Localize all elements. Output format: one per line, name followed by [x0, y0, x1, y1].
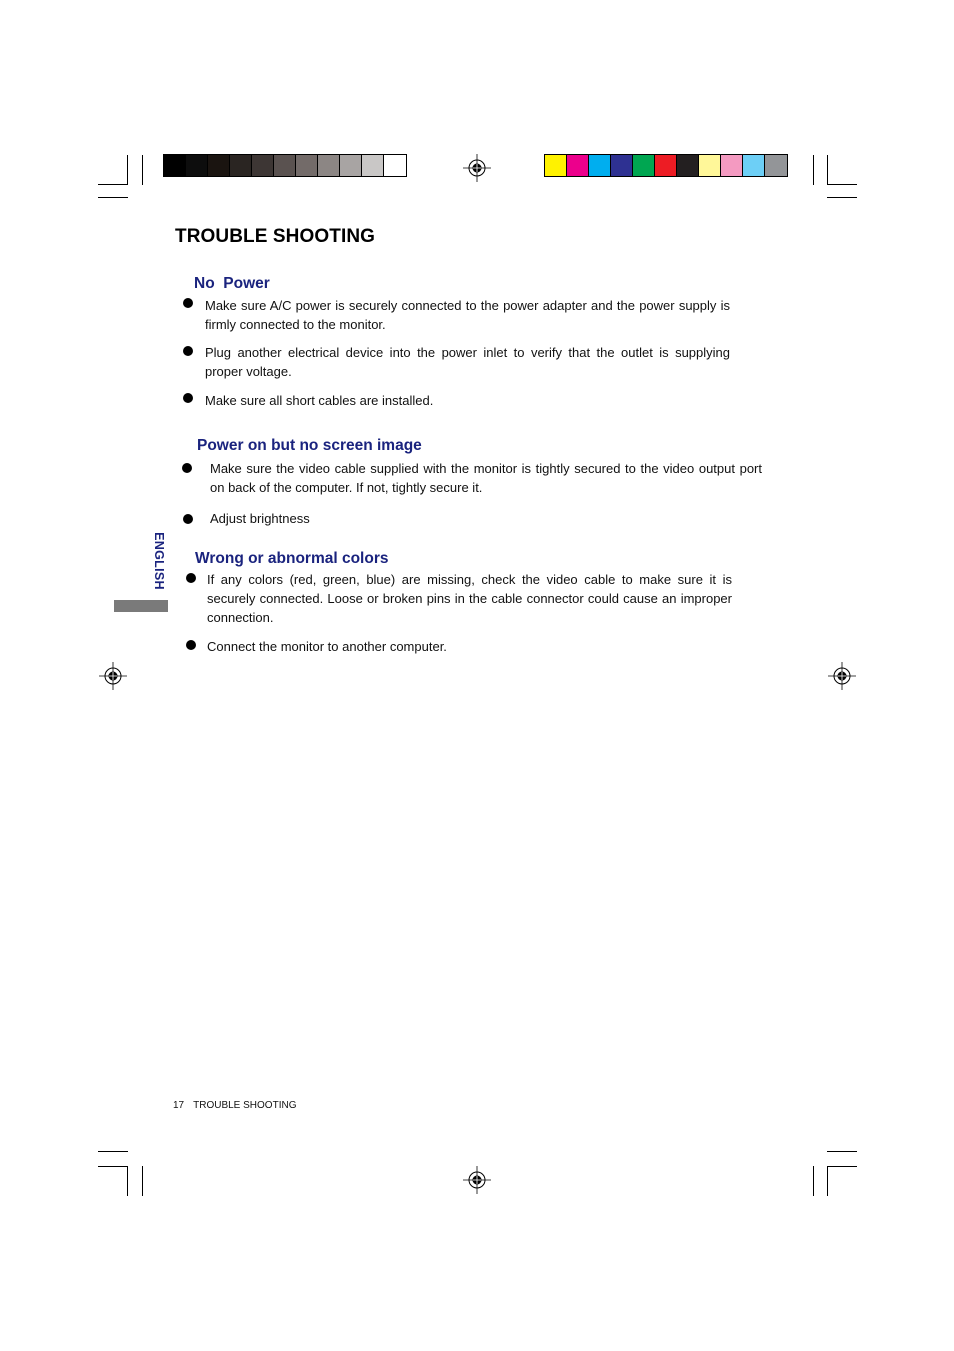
list-item: Connect the monitor to another computer.	[207, 639, 447, 654]
crop-mark	[127, 1166, 128, 1196]
section-heading-no-power: No Power	[194, 275, 270, 292]
language-tab: ENGLISH	[152, 532, 166, 590]
footer-section-title: TROUBLE SHOOTING	[193, 1100, 297, 1111]
color-swatch	[362, 155, 384, 176]
crop-mark	[98, 1151, 128, 1152]
crop-mark	[827, 197, 857, 198]
color-swatch	[318, 155, 340, 176]
color-swatch	[655, 155, 677, 176]
color-swatch	[677, 155, 699, 176]
page-number: 17	[173, 1100, 185, 1111]
bullet-icon	[182, 463, 192, 473]
color-swatch	[721, 155, 743, 176]
crop-mark	[827, 184, 857, 185]
crop-mark	[813, 155, 814, 185]
color-swatch	[208, 155, 230, 176]
color-calibration-bar	[544, 154, 788, 177]
list-item: Make sure the video cable supplied with the monitor is tightly secured to the video output port on back of the computer. If not, tightly secure it.	[210, 461, 762, 495]
bullet-icon	[183, 346, 193, 356]
bullet-icon	[183, 298, 193, 308]
crop-mark	[127, 155, 128, 185]
color-swatch	[567, 155, 589, 176]
color-swatch	[699, 155, 721, 176]
color-swatch	[252, 155, 274, 176]
crop-mark	[142, 155, 143, 185]
section-heading-abnormal-colors: Wrong or abnormal colors	[195, 550, 389, 567]
crop-mark	[827, 155, 828, 185]
list-item: Adjust brightness	[210, 511, 310, 526]
bullet-icon	[183, 393, 193, 403]
registration-mark-icon	[98, 661, 128, 691]
page-title: TROUBLE SHOOTING	[175, 226, 376, 247]
page-footer	[173, 1100, 296, 1111]
color-swatch	[633, 155, 655, 176]
crop-mark	[142, 1166, 143, 1196]
section-heading-no-screen-image: Power on but no screen image	[197, 437, 422, 454]
color-swatch	[765, 155, 787, 176]
color-swatch	[545, 155, 567, 176]
color-swatch	[589, 155, 611, 176]
language-tab-marker	[114, 600, 168, 612]
color-swatch	[384, 155, 406, 176]
crop-mark	[827, 1166, 857, 1167]
color-swatch	[611, 155, 633, 176]
color-swatch	[164, 155, 186, 176]
registration-mark-icon	[462, 153, 492, 183]
bullet-icon	[186, 573, 196, 583]
list-item: If any colors (red, green, blue) are missing, check the video cable to make sure it is securely connected. Loose or broken pins in the cable connector could cause an improper connection.	[207, 572, 732, 625]
bullet-icon	[186, 640, 196, 650]
registration-mark-icon	[462, 1165, 492, 1195]
color-swatch	[230, 155, 252, 176]
list-item: Make sure A/C power is securely connected to the power adapter and the power supply is firmly connected to the monitor.	[205, 298, 730, 332]
bullet-icon	[183, 514, 193, 524]
crop-mark	[98, 184, 128, 185]
color-swatch	[743, 155, 765, 176]
color-swatch	[274, 155, 296, 176]
color-swatch	[186, 155, 208, 176]
registration-mark-icon	[827, 661, 857, 691]
color-swatch	[340, 155, 362, 176]
crop-mark	[827, 1151, 857, 1152]
crop-mark	[98, 1166, 128, 1167]
list-item: Make sure all short cables are installed.	[205, 393, 434, 408]
crop-mark	[827, 1166, 828, 1196]
color-swatch	[296, 155, 318, 176]
crop-mark	[98, 197, 128, 198]
list-item: Plug another electrical device into the power inlet to verify that the outlet is supplying proper voltage.	[205, 345, 730, 379]
crop-mark	[813, 1166, 814, 1196]
gray-calibration-bar	[163, 154, 407, 177]
